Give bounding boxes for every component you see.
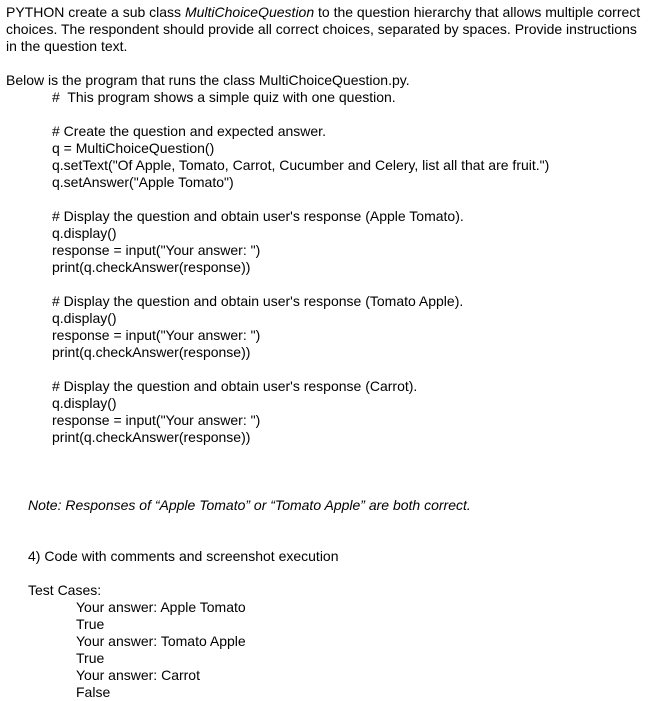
spacer [6, 446, 646, 463]
intro-suffix: to the question hierarchy that allows multiple correct choices. The respondent should provide all correct choices, separated by spaces. Provide instructions in the question text. [6, 4, 641, 54]
intro-paragraph [6, 4, 646, 55]
code-line: response = input("Your answer: ") [52, 412, 261, 428]
note-text: Note: Responses of “Apple Tomato” or “Tomato Apple” are both correct. [28, 497, 471, 513]
test-case-line: Your answer: Carrot [76, 667, 200, 683]
spacer [6, 106, 646, 123]
code-block-response-3 [6, 378, 646, 446]
code-line: response = input("Your answer: ") [52, 327, 261, 343]
test-cases-heading: Test Cases: [28, 582, 102, 598]
code-line: # Display the question and obtain user's response (Tomato Apple). [52, 293, 464, 309]
spacer [6, 463, 646, 480]
code-line: q.display() [52, 395, 117, 411]
code-line: q.display() [52, 225, 117, 241]
task-heading: 4) Code with comments and screenshot execution [28, 548, 339, 564]
code-line: print(q.checkAnswer(response)) [52, 259, 251, 275]
spacer [6, 565, 646, 582]
intro-prefix: PYTHON create a sub class [6, 4, 185, 20]
spacer [6, 191, 646, 208]
test-case-line: False [76, 684, 111, 700]
test-case-line: Your answer: Apple Tomato [76, 599, 246, 615]
intro-class-name: MultiChoiceQuestion [184, 4, 315, 20]
code-block-response-2 [6, 293, 646, 361]
spacer [6, 514, 646, 531]
code-block-create [6, 123, 646, 191]
code-line: # Display the question and obtain user's response (Apple Tomato). [52, 208, 464, 224]
test-case-line: Your answer: Tomato Apple [76, 633, 246, 649]
code-line: q.setAnswer("Apple Tomato") [52, 174, 234, 190]
program-intro: Below is the program that runs the class MultiChoiceQuestion.py. [6, 72, 410, 88]
spacer [6, 480, 646, 497]
code-line: q.display() [52, 310, 117, 326]
code-line: print(q.checkAnswer(response)) [52, 429, 251, 445]
code-line: q.setText("Of Apple, Tomato, Carrot, Cucumber and Celery, list all that are fruit.") [52, 157, 550, 173]
spacer [6, 531, 646, 548]
code-header-comment: # This program shows a simple quiz with one question. [52, 89, 396, 105]
document-body [6, 4, 646, 701]
code-line: # Display the question and obtain user's response (Carrot). [52, 378, 418, 394]
code-block-response-1 [6, 208, 646, 276]
code-line: response = input("Your answer: ") [52, 242, 261, 258]
test-cases-list [6, 599, 646, 701]
code-line: q = MultiChoiceQuestion() [52, 140, 215, 156]
spacer [6, 361, 646, 378]
test-case-line: True [76, 650, 105, 666]
spacer [6, 276, 646, 293]
code-line: # Create the question and expected answer. [52, 123, 326, 139]
spacer [6, 55, 646, 72]
test-case-line: True [76, 616, 105, 632]
code-line: print(q.checkAnswer(response)) [52, 344, 251, 360]
